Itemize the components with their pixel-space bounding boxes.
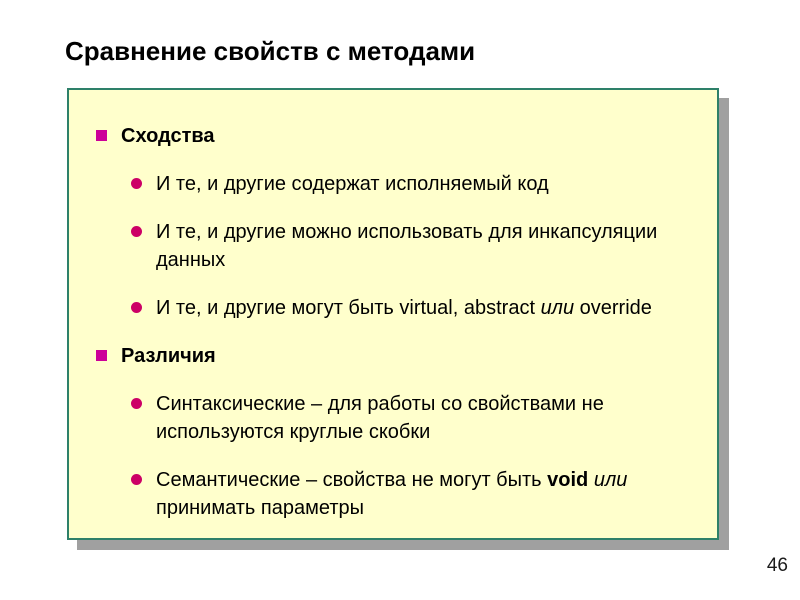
list-item-text: Синтаксические – для работы со свойствами не используются круглые скобки [156,393,604,443]
list-item-text-part: Семантические – свойства не могут быть [156,469,548,491]
bullet-square-icon [96,130,107,141]
list-item-text: И те, и другие содержат исполняемый код [156,173,549,195]
list-item-text-bold: void [547,469,589,491]
list-item-text: И те, и другие можно использовать для инкапсуляции данных [156,221,658,271]
section-heading-similarities [96,122,717,150]
content-box [67,88,719,540]
bullet-circle-icon [131,178,142,189]
list-item-text-part: принимать параметры [156,497,364,519]
list-item-text-italic: или [593,469,628,491]
bullet-circle-icon [131,226,142,237]
list-item-text-part: И те, и другие могут быть virtual, abstract [156,297,541,319]
bullet-circle-icon [131,302,142,313]
list-item [131,170,717,198]
list-item-text [156,466,716,522]
list-item [131,466,717,522]
list-item [131,294,717,322]
section-heading-differences [96,342,717,370]
list-item-text [156,294,652,322]
list-item [131,390,717,446]
bullet-circle-icon [131,398,142,409]
bullet-circle-icon [131,474,142,485]
section-label: Сходства [121,125,215,147]
list-item-text-part: override [574,297,652,319]
bullet-square-icon [96,350,107,361]
page-number: 46 [766,555,788,576]
slide-title: Сравнение свойств с методами [65,36,476,66]
list-item-text-italic: или [540,297,575,319]
list-item [131,218,717,274]
section-label: Различия [121,345,216,367]
